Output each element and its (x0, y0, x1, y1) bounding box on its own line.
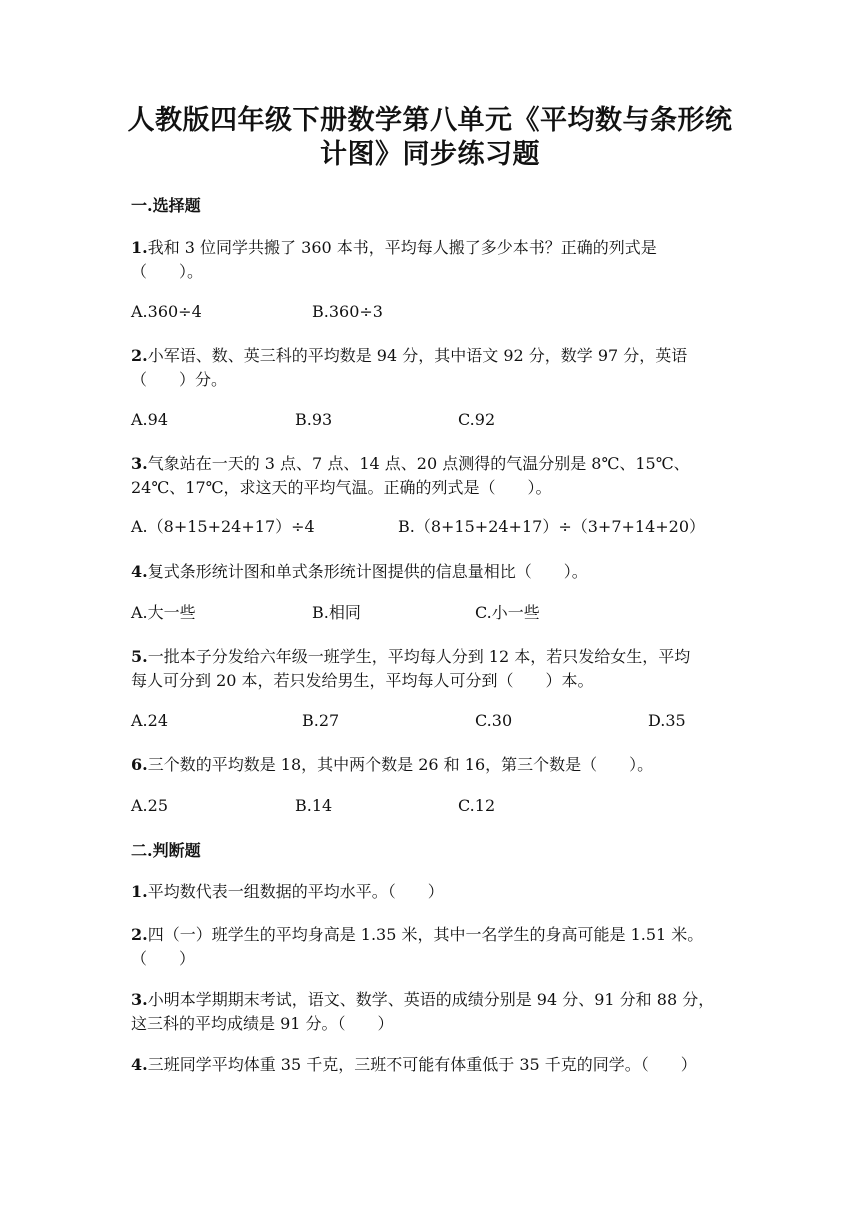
question-text: 气象站在一天的 3 点、7 点、14 点、20 点测得的气温分别是 8℃、15℃、 (147, 454, 690, 473)
question-text: 一批本子分发给六年级一班学生，平均每人分到 12 本，若只发给女生，平均 (147, 647, 691, 666)
choice-question-2 (131, 344, 751, 392)
question-text: 小军语、数、英三科的平均数是 94 分，其中语文 92 分，数学 97 分，英语 (147, 346, 688, 365)
option-c[interactable]: C.30 (475, 711, 513, 730)
question-number: 2. (131, 346, 148, 365)
question-number: 1. (131, 238, 148, 257)
question-text-continued: 这三科的平均成绩是 91 分。（ ） (131, 1014, 394, 1033)
question-text: 三个数的平均数是 18，其中两个数是 26 和 16，第三个数是（ ）。 (147, 755, 654, 774)
question-number: 3. (131, 990, 148, 1009)
choice-question-6 (131, 753, 751, 777)
page-title-line-2: 计图》同步练习题 (320, 139, 540, 170)
option-b[interactable]: B.27 (302, 711, 340, 730)
question-text-continued: （ ） (131, 949, 196, 968)
judge-question-3 (131, 988, 751, 1036)
question-number: 6. (131, 755, 148, 774)
option-a[interactable]: A.（8+15+24+17）÷4 (131, 517, 315, 536)
choice-question-3 (131, 452, 751, 500)
option-c[interactable]: C.12 (458, 796, 496, 815)
question-number: 5. (131, 647, 148, 666)
question-number: 4. (131, 1055, 148, 1074)
option-b[interactable]: B.14 (295, 796, 333, 815)
question-text: 三班同学平均体重 35 千克，三班不可能有体重低于 35 千克的同学。（ ） (147, 1055, 697, 1074)
page-title-line-1: 人教版四年级下册数学第八单元《平均数与条形统 (127, 105, 733, 136)
question-number: 4. (131, 562, 148, 581)
question-text-continued: （ ）分。 (131, 370, 228, 389)
question-number: 2. (131, 925, 148, 944)
choice-question-1 (131, 236, 751, 284)
question-text-continued: 每人可分到 20 本，若只发给男生，平均每人可分到（ ）本。 (131, 671, 594, 690)
question-number: 3. (131, 454, 148, 473)
option-a[interactable]: A.大一些 (131, 603, 196, 622)
judge-question-2 (131, 923, 751, 971)
question-number: 1. (131, 882, 148, 901)
choice-question-4 (131, 560, 751, 584)
question-text: 平均数代表一组数据的平均水平。（ ） (147, 882, 444, 901)
question-text: 小明本学期期末考试，语文、数学、英语的成绩分别是 94 分、91 分和 88 分， (147, 990, 715, 1009)
option-a[interactable]: A.94 (131, 410, 168, 429)
section-heading-choice: 一.选择题 (131, 196, 201, 215)
option-a[interactable]: A.25 (131, 796, 168, 815)
option-d[interactable]: D.35 (648, 711, 686, 730)
question-text: 我和 3 位同学共搬了 360 本书，平均每人搬了多少本书？正确的列式是 (147, 238, 657, 257)
option-a[interactable]: A.24 (131, 711, 168, 730)
choice-question-5 (131, 645, 751, 693)
option-c[interactable]: C.小一些 (475, 603, 540, 622)
judge-question-4 (131, 1053, 751, 1077)
question-text-continued: （ ）。 (131, 262, 204, 281)
question-text: 复式条形统计图和单式条形统计图提供的信息量相比（ ）。 (147, 562, 588, 581)
option-a[interactable]: A.360÷4 (131, 302, 202, 321)
option-b[interactable]: B.相同 (312, 603, 361, 622)
option-b[interactable]: B.（8+15+24+17）÷（3+7+14+20） (398, 517, 706, 536)
option-b[interactable]: B.93 (295, 410, 333, 429)
option-c[interactable]: C.92 (458, 410, 496, 429)
option-b[interactable]: B.360÷3 (312, 302, 383, 321)
question-text: 四（一）班学生的平均身高是 1.35 米，其中一名学生的身高可能是 1.51 米。 (147, 925, 704, 944)
judge-question-1 (131, 880, 751, 904)
question-text-continued: 24℃、17℃，求这天的平均气温。正确的列式是（ ）。 (131, 478, 552, 497)
section-heading-judge: 二.判断题 (131, 841, 201, 860)
